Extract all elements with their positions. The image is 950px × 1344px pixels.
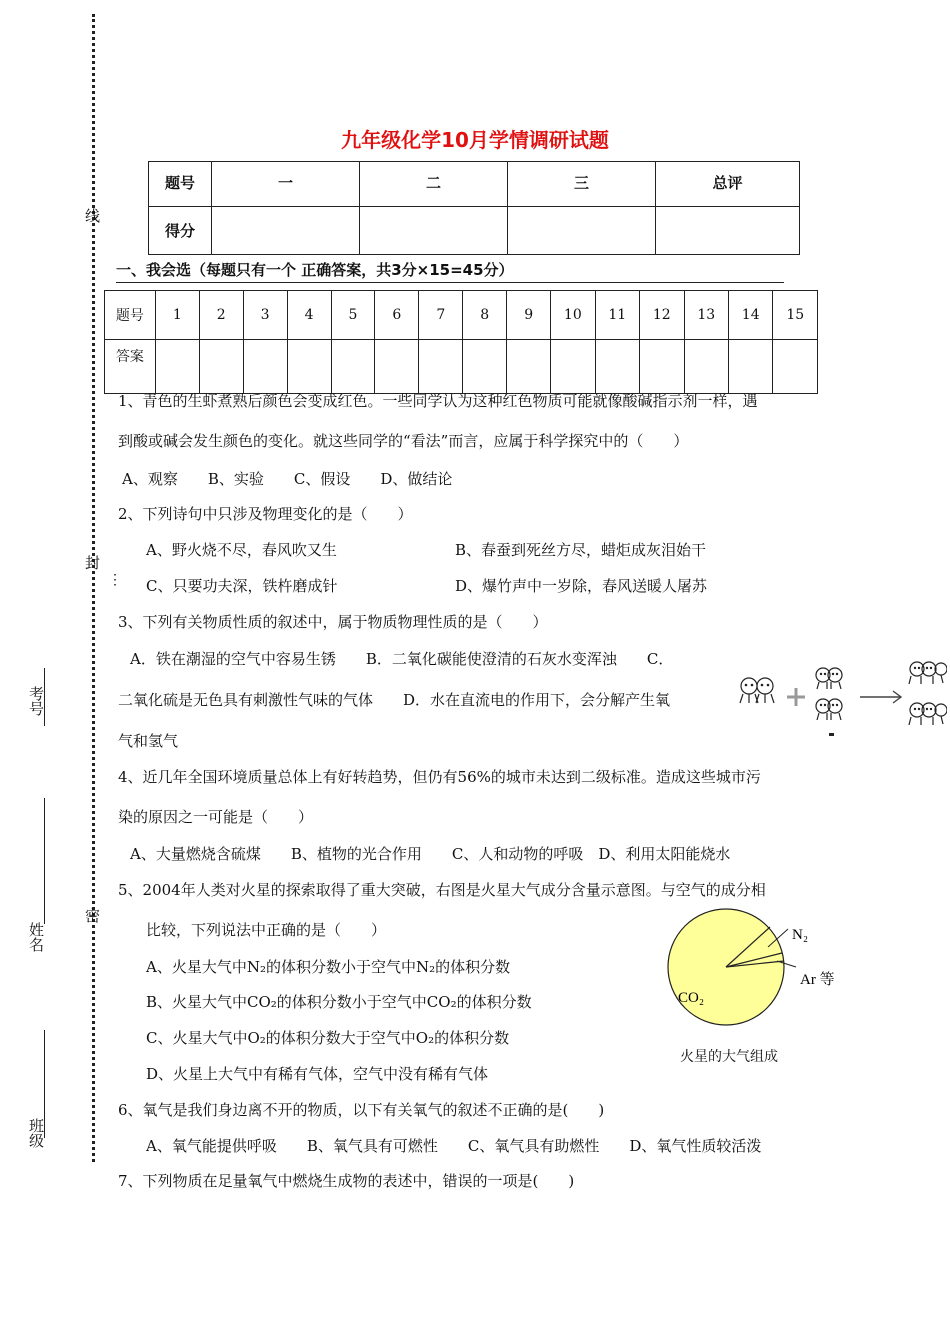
question-2-option-a: A、野火烧不尽，春风吹又生 xyxy=(146,541,337,559)
answer-row xyxy=(105,340,818,394)
answer-header-cell: 6 xyxy=(375,291,419,340)
pie-label-n2: N₂ xyxy=(792,927,809,943)
pie-caption: 火星的大气组成 xyxy=(680,1049,778,1065)
question-2-stem: 2、下列诗句中只涉及物理变化的是（ ） xyxy=(118,505,413,523)
answer-cell[interactable] xyxy=(507,340,551,394)
label-xingming: 姓名 xyxy=(27,922,45,952)
xingming-line xyxy=(44,798,45,924)
question-1-options: A、观察 B、实验 C、假设 D、做结论 xyxy=(122,470,453,488)
score-header-cell: 二 xyxy=(360,162,508,207)
answer-header-cell: 7 xyxy=(419,291,463,340)
answer-cell[interactable] xyxy=(640,340,684,394)
mars-atmosphere-pie xyxy=(660,905,850,1045)
answer-header-cell: 题号 xyxy=(105,291,156,340)
score-cell[interactable] xyxy=(212,207,360,255)
answer-header-cell: 14 xyxy=(728,291,772,340)
label-kaohao: 考号 xyxy=(27,686,45,716)
answer-cell[interactable] xyxy=(463,340,507,394)
answer-cell[interactable] xyxy=(155,340,199,394)
question-5-line2: 比较，下列说法中正确的是（ ） xyxy=(146,921,387,939)
score-row-label: 得分 xyxy=(149,207,212,255)
question-2-option-c: C、只要功夫深，铁杵磨成针 xyxy=(146,577,338,595)
question-4-line2: 染的原因之一可能是（ ） xyxy=(118,808,314,826)
side-label-xian: 线 xyxy=(83,208,101,223)
answer-table xyxy=(104,290,818,394)
answer-header-row xyxy=(105,291,818,340)
question-5-option-b: B、火星大气中CO₂的体积分数小于空气中CO₂的体积分数 xyxy=(146,993,532,1011)
answer-header-cell: 11 xyxy=(595,291,639,340)
question-3-options-line3: 气和氢气 xyxy=(118,732,179,750)
question-5-option-c: C、火星大气中O₂的体积分数大于空气中O₂的体积分数 xyxy=(146,1029,510,1047)
answer-cell[interactable] xyxy=(331,340,375,394)
question-1-line2: 到酸或碱会发生颜色的变化。就这些同学的“看法”而言，应属于科学探究中的（ ） xyxy=(118,432,689,450)
answer-header-cell: 4 xyxy=(287,291,331,340)
side-label-feng: 封 xyxy=(83,555,101,570)
label-banji: 班级 xyxy=(27,1118,45,1148)
answer-cell[interactable] xyxy=(595,340,639,394)
answer-header-cell: 1 xyxy=(155,291,199,340)
answer-cell[interactable] xyxy=(199,340,243,394)
page-title: 九年级化学10月学情调研试题 xyxy=(341,128,609,152)
question-4-options: A、大量燃烧含硫煤 B、植物的光合作用 C、人和动物的呼吸 D、利用太阳能烧水 xyxy=(130,845,731,863)
answer-header-cell: 5 xyxy=(331,291,375,340)
answer-cell[interactable] xyxy=(728,340,772,394)
answer-cell[interactable] xyxy=(773,340,818,394)
answer-header-cell: 12 xyxy=(640,291,684,340)
answer-header-cell: 10 xyxy=(551,291,595,340)
score-header-cell: 题号 xyxy=(149,162,212,207)
answer-cell[interactable] xyxy=(243,340,287,394)
question-3-options-line1: A．铁在潮湿的空气中容易生锈 B．二氧化碳能使澄清的石灰水变浑浊 C． xyxy=(130,650,674,668)
score-row xyxy=(149,207,800,255)
answer-row-label: 答案 xyxy=(105,340,156,394)
answer-header-cell: 2 xyxy=(199,291,243,340)
question-4-line1: 4、近几年全国环境质量总体上有好转趋势，但仍有56%的城市未达到二级标准。造成这些城市污 xyxy=(118,768,761,786)
question-7-stem: 7、下列物质在足量氧气中燃烧生成物的表述中，错误的一项是( ) xyxy=(118,1172,575,1190)
score-header-row xyxy=(149,162,800,207)
question-5-option-a: A、火星大气中N₂的体积分数小于空气中N₂的体积分数 xyxy=(146,958,511,976)
answer-cell[interactable] xyxy=(287,340,331,394)
question-2-option-b: B、春蚕到死丝方尽，蜡炬成灰泪始干 xyxy=(455,541,707,559)
question-3-options-line2: 二氧化硫是无色具有刺激性气味的气体 D．水在直流电的作用下，会分解产生氧 xyxy=(118,691,671,709)
answer-cell[interactable] xyxy=(551,340,595,394)
pie-label-co2: CO₂ xyxy=(678,990,705,1006)
dots-marker: ⋮ xyxy=(108,572,122,588)
question-5-option-d: D、火星上大气中有稀有气体，空气中没有稀有气体 xyxy=(146,1065,489,1083)
answer-header-cell: 9 xyxy=(507,291,551,340)
question-6-options: A、氧气能提供呼吸 B、氧气具有可燃性 C、氧气具有助燃性 D、氧气性质较活泼 xyxy=(146,1137,762,1155)
question-2-option-d: D、爆竹声中一岁除，春风送暖人屠苏 xyxy=(455,577,708,595)
question-3-stem: 3、下列有关物质性质的叙述中，属于物质物理性质的是（ ） xyxy=(118,613,548,631)
question-5-line1: 5、2004年人类对火星的探索取得了重大突破，右图是火星大气成分含量示意图。与空气的成分相 xyxy=(118,881,766,899)
answer-header-cell: 13 xyxy=(684,291,728,340)
score-header-cell: 三 xyxy=(508,162,656,207)
answer-header-cell: 15 xyxy=(773,291,818,340)
question-1-line1: 1、青色的生虾煮熟后颜色会变成红色。一些同学认为这种红色物质可能就像酸碱指示剂一样，遇 xyxy=(118,392,758,410)
answer-header-cell: 8 xyxy=(463,291,507,340)
pie-label-ar: Ar 等 xyxy=(800,972,835,988)
answer-cell[interactable] xyxy=(375,340,419,394)
section-heading: 一、我会选（每题只有一个 正确答案，共3分×15=45分） xyxy=(116,259,784,283)
answer-cell[interactable] xyxy=(419,340,463,394)
score-header-cell: 一 xyxy=(212,162,360,207)
score-cell[interactable] xyxy=(656,207,800,255)
answer-cell[interactable] xyxy=(684,340,728,394)
score-header-cell: 总评 xyxy=(656,162,800,207)
score-table xyxy=(148,161,800,255)
binding-dotted-line xyxy=(92,14,95,1162)
score-cell[interactable] xyxy=(508,207,656,255)
molecule-reaction-figure xyxy=(735,655,947,745)
answer-header-cell: 3 xyxy=(243,291,287,340)
question-6-stem: 6、氧气是我们身边离不开的物质，以下有关氧气的叙述不正确的是( ) xyxy=(118,1101,605,1119)
side-label-mi: 密 xyxy=(83,908,101,923)
score-cell[interactable] xyxy=(360,207,508,255)
